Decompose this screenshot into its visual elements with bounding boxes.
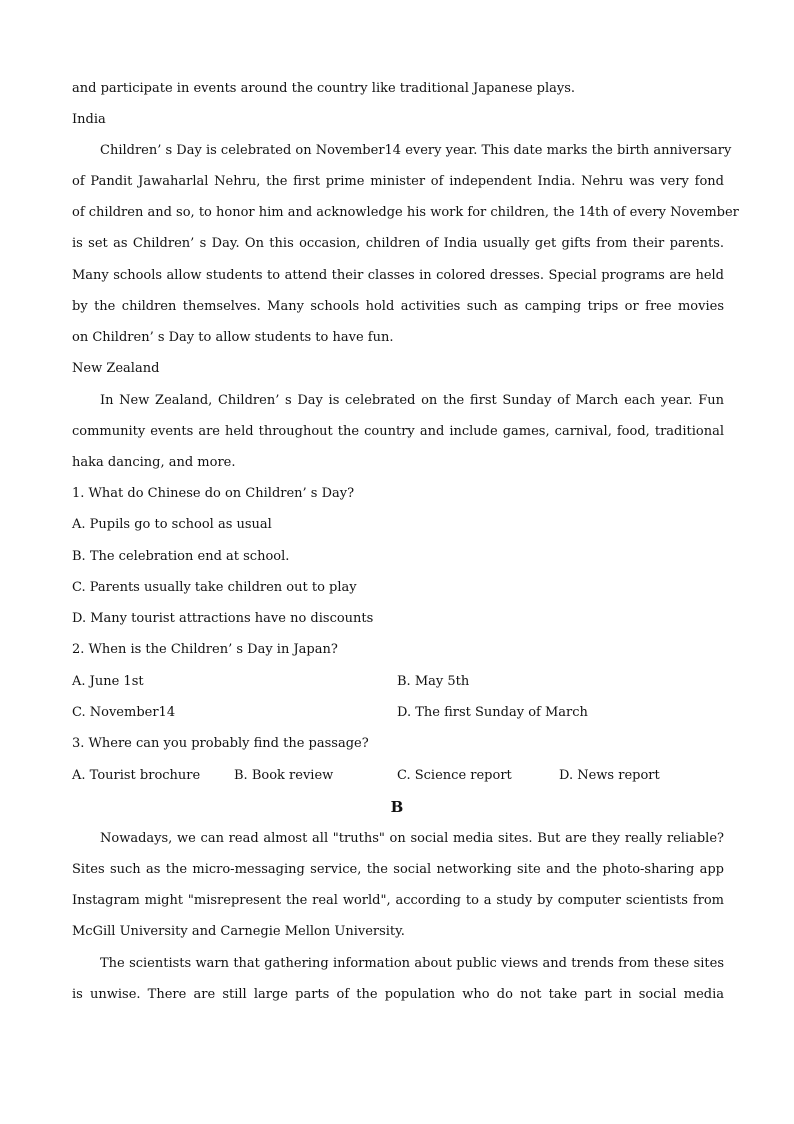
section-title: B	[390, 798, 404, 816]
question-3-option-d: D. News report	[559, 768, 660, 783]
text-line: The scientists warn that gathering information about public views and trends from these sites	[100, 956, 724, 971]
text-line: Nowadays, we can read almost all "truths" on social media sites. But are they really reliable?	[100, 831, 724, 846]
text-line: Children’ s Day is celebrated on November14 every year. This date marks the birth anniversary	[100, 143, 732, 158]
text-line: McGill University and Carnegie Mellon University.	[72, 924, 405, 939]
question-2-stem: 2. When is the Children’ s Day in Japan?	[72, 642, 338, 657]
question-1-option-b: B. The celebration end at school.	[72, 549, 290, 564]
question-1-option-a: A. Pupils go to school as usual	[72, 517, 272, 532]
text-line: haka dancing, and more.	[72, 455, 236, 470]
question-3-option-a: A. Tourist brochure	[72, 768, 201, 783]
text-line: by the children themselves. Many schools hold activities such as camping trips or free movies	[72, 299, 724, 314]
question-1-stem: 1. What do Chinese do on Children’ s Day?	[72, 486, 355, 501]
text-line: and participate in events around the country like traditional Japanese plays.	[72, 81, 576, 96]
text-line: of Pandit Jawaharlal Nehru, the first prime minister of independent India. Nehru was very fond	[72, 174, 724, 189]
text-line: of children and so, to honor him and acknowledge his work for children, the 14th of every November	[72, 205, 739, 220]
text-line: Instagram might "misrepresent the real world", according to a study by computer scientists from	[72, 893, 724, 908]
heading-india: India	[72, 112, 106, 127]
question-2-option-a: A. June 1st	[72, 674, 144, 689]
text-line: on Children’ s Day to allow students to have fun.	[72, 330, 394, 345]
question-3-option-b: B. Book review	[234, 768, 334, 783]
question-1-option-d: D. Many tourist attractions have no discounts	[72, 611, 374, 626]
question-2-option-c: C. November14	[72, 705, 176, 720]
text-line: is unwise. There are still large parts of the population who do not take part in social media	[72, 987, 724, 1002]
text-line: community events are held throughout the country and include games, carnival, food, traditional	[72, 424, 724, 439]
text-line: is set as Children’ s Day. On this occasion, children of India usually get gifts from their parents.	[72, 236, 724, 251]
text-line: Many schools allow students to attend their classes in colored dresses. Special programs are held	[72, 268, 724, 283]
question-3-option-c: C. Science report	[397, 768, 512, 783]
text-line: Sites such as the micro-messaging service, the social networking site and the photo-sharing app	[72, 862, 724, 877]
question-2-option-d: D. The first Sunday of March	[397, 705, 588, 720]
heading-new-zealand: New Zealand	[72, 361, 160, 376]
question-1-option-c: C. Parents usually take children out to play	[72, 580, 357, 595]
question-3-options	[72, 767, 724, 785]
text-line: In New Zealand, Children’ s Day is celebrated on the first Sunday of March each year. Fun	[100, 393, 724, 408]
question-2-option-b: B. May 5th	[397, 674, 470, 689]
question-3-stem: 3. Where can you probably find the passage?	[72, 736, 369, 751]
